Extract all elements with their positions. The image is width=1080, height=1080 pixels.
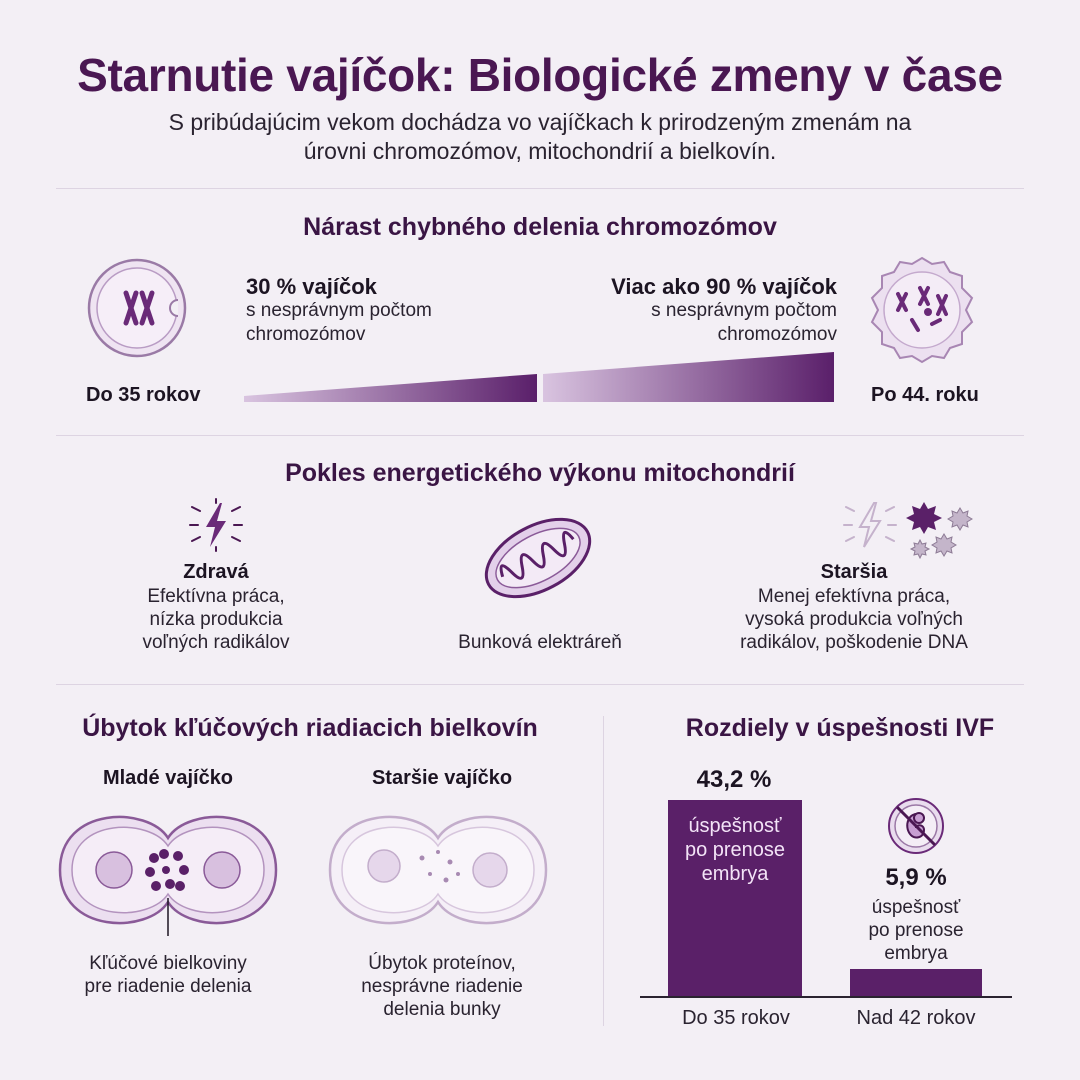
free-radical-icon [906,500,974,562]
older-label: Staršia [820,561,888,583]
old-stat-desc-1: s nesprávnym počtom [651,300,837,321]
divider-2 [56,684,1024,685]
damaged-egg-cell-icon [866,254,978,366]
young-egg-caption-2: pre riadenie delenia [84,976,252,997]
proteins-section-title: Úbytok kľúčových riadiacich bielkovín [82,714,538,742]
young-age-label: Do 35 rokov [86,384,201,406]
page-subtitle: S pribúdajúcim vekom dochádza vo vajíčkach k prirodzeným zmenám na úrovni chromozómov, mitochondrií a bielkovín. [168,109,912,164]
bar-outer-line-2: po prenose [868,920,964,941]
young-stat: 30 % vajíčok [246,274,377,299]
young-egg-label: Mladé vajíčko [102,767,234,789]
healthy-label: Zdravá [183,561,249,583]
lightning-bolt-icon [186,497,246,553]
divider-top [56,188,1024,189]
mitochondrion-label: Bunková elektráreň [458,632,622,653]
crossed-embryo-icon [886,796,946,856]
ivf-chart [640,760,1040,1030]
x-axis-line [640,996,1012,998]
bar-category-label: Do 35 rokov [682,1007,790,1029]
healthy-desc-1: Efektívna práca, [147,586,285,607]
old-stat: Viac ako 90 % vajíčok [611,274,837,299]
old-egg-caption-3: delenia bunky [383,999,501,1020]
bar-outer-line-3: embrya [884,943,948,964]
faded-lightning-bolt-icon [840,497,900,553]
bar-inner-line-1: úspešnosť [688,815,782,837]
bar [668,800,802,996]
healthy-egg-cell-icon [86,257,188,359]
old-stat-desc-2: chromozómov [717,324,837,345]
bar-value-label: 43,2 % [696,766,772,793]
bar-inner-line-2: po prenose [684,839,786,861]
older-desc-2: vysoká produkcia voľných [745,609,963,630]
bar [850,969,982,996]
old-egg-caption-2: nesprávne riadenie [361,976,523,997]
increase-wedge [244,350,836,404]
young-egg-caption-1: Kľúčové bielkoviny [89,953,247,974]
old-age-label: Po 44. roku [871,384,979,406]
page-title: Starnutie vajíčok: Biologické zmeny v čase [77,49,1003,101]
healthy-desc-3: voľných radikálov [142,632,290,653]
vertical-divider [603,716,604,1026]
ivf-section-title: Rozdiely v úspešnosti IVF [685,714,995,742]
chromosome-section-title: Nárast chybného delenia chromozómov [303,213,777,241]
bar-category-label: Nad 42 rokov [856,1007,976,1029]
young-stat-desc-2: chromozómov [246,324,366,345]
dividing-old-egg-icon [326,804,550,936]
healthy-desc-2: nízka produkcia [149,609,283,630]
young-stat-desc-1: s nesprávnym počtom [246,300,432,321]
bar-inner-line-3: embrya [701,863,769,885]
older-desc-3: radikálov, poškodenie DNA [740,632,968,653]
mitochondrion-icon [480,502,596,614]
old-egg-label: Staršie vajíčko [371,767,513,789]
divider-1 [56,435,1024,436]
bar-outer-line-1: úspešnosť [871,897,961,918]
older-desc-1: Menej efektívna práca, [757,586,951,607]
bar-value-label: 5,9 % [885,864,947,891]
mitochondria-section-title: Pokles energetického výkonu mitochondrií [285,459,795,487]
dividing-young-egg-icon [56,804,280,936]
old-egg-caption-1: Úbytok proteínov, [368,953,516,974]
